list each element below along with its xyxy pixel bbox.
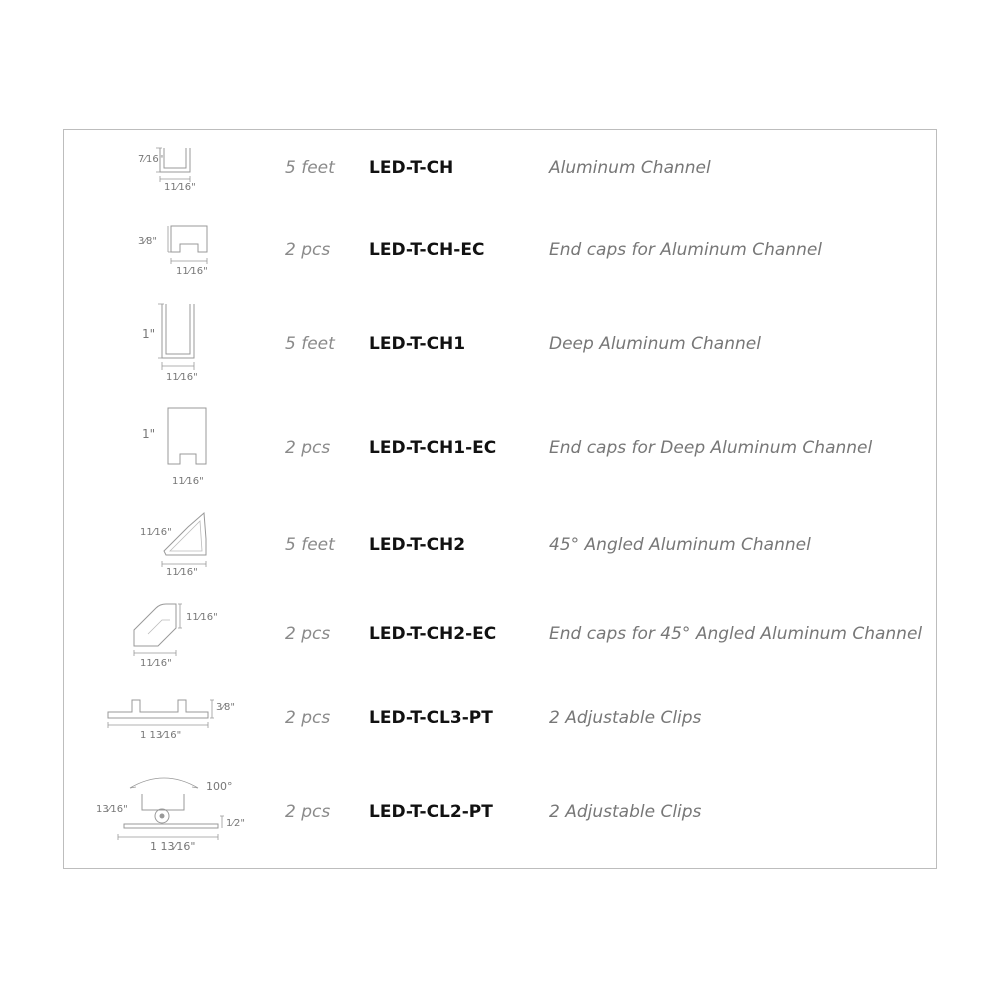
quantity: 5 feet xyxy=(285,535,335,555)
part-number: LED-T-CH1 xyxy=(369,334,466,354)
adjustable-clip-diagram xyxy=(94,766,254,856)
dimension-label: 11⁄16" xyxy=(186,612,218,623)
description: Deep Aluminum Channel xyxy=(549,334,761,354)
quantity: 2 pcs xyxy=(285,240,331,260)
description: 2 Adjustable Clips xyxy=(549,708,702,728)
part-number: LED-T-CL3-PT xyxy=(369,708,493,728)
description: End caps for Deep Aluminum Channel xyxy=(549,438,873,458)
dimension-label: 11⁄16" xyxy=(140,658,172,669)
deep-channel-diagram xyxy=(138,302,218,384)
quantity: 5 feet xyxy=(285,334,335,354)
dimension-label: 1" xyxy=(142,427,156,441)
part-number: LED-T-CH xyxy=(369,158,454,178)
description: 2 Adjustable Clips xyxy=(549,802,702,822)
part-number: LED-T-CH2-EC xyxy=(369,624,497,644)
dimension-label: 11⁄16" xyxy=(140,527,172,538)
dimension-label: 1 13⁄16" xyxy=(150,840,196,853)
part-number: LED-T-CH1-EC xyxy=(369,438,497,458)
dimension-label: 3⁄8" xyxy=(216,702,235,713)
dimension-label: 11⁄16" xyxy=(166,567,198,578)
part-number: LED-T-CH2 xyxy=(369,535,466,555)
dimension-label: 100° xyxy=(206,780,233,793)
dimension-label: 11⁄16" xyxy=(166,372,198,383)
quantity: 2 pcs xyxy=(285,438,331,458)
deep-end-cap-diagram xyxy=(138,406,218,492)
clip-diagram xyxy=(104,692,244,744)
dimension-label: 7⁄16" xyxy=(138,154,164,165)
dimension-label: 1" xyxy=(142,327,156,341)
dimension-label: 11⁄16" xyxy=(172,476,204,487)
description: End caps for 45° Angled Aluminum Channel xyxy=(549,624,923,644)
description: 45° Angled Aluminum Channel xyxy=(549,535,811,555)
dimension-label: 13⁄16" xyxy=(96,804,128,815)
dimension-label: 11⁄16" xyxy=(164,182,196,193)
dimension-label: 3⁄8" xyxy=(138,236,157,247)
dimension-label: 11⁄16" xyxy=(176,266,208,277)
dimension-label: 1 13⁄16" xyxy=(140,730,182,741)
part-number: LED-T-CH-EC xyxy=(369,240,485,260)
angled-channel-diagram xyxy=(138,509,218,581)
dimension-label: 1⁄2" xyxy=(226,818,245,829)
quantity: 5 feet xyxy=(285,158,335,178)
channel-diagram xyxy=(138,142,218,192)
quantity: 2 pcs xyxy=(285,624,331,644)
end-cap-diagram xyxy=(138,222,218,278)
part-number: LED-T-CL2-PT xyxy=(369,802,493,822)
description: Aluminum Channel xyxy=(549,158,711,178)
quantity: 2 pcs xyxy=(285,708,331,728)
angled-end-cap-diagram xyxy=(120,594,230,670)
quantity: 2 pcs xyxy=(285,802,331,822)
description: End caps for Aluminum Channel xyxy=(549,240,823,260)
